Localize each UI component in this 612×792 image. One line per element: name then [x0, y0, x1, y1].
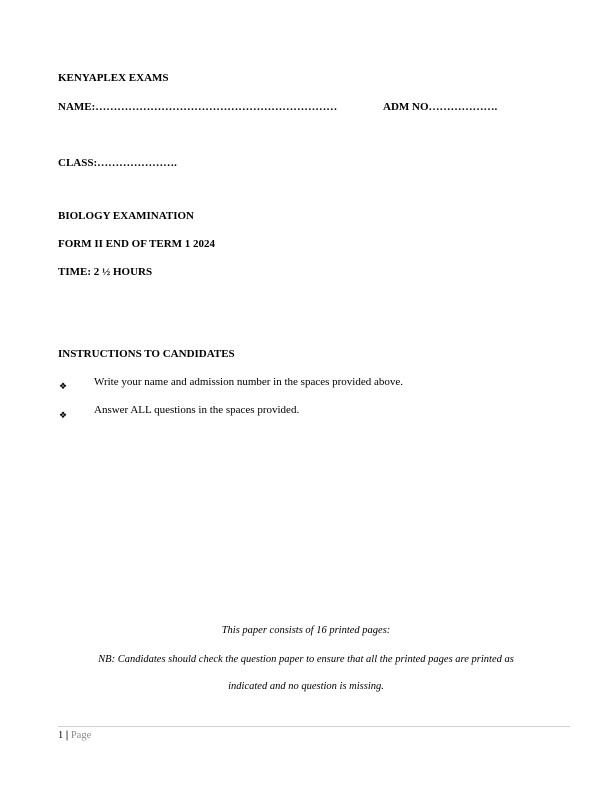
instruction-text: Answer ALL questions in the spaces provided.	[94, 404, 300, 416]
class-field-line: CLASS:………………….	[58, 157, 177, 169]
instructions-heading: INSTRUCTIONS TO CANDIDATES	[58, 348, 235, 360]
adm-no-field-line: ADM NO……………….	[383, 101, 498, 113]
nb-note-line-1: NB: Candidates should check the question paper to ensure that all the printed pages are printed as	[98, 654, 514, 665]
bullet-diamond-icon: ❖	[59, 410, 68, 420]
page-footer	[58, 730, 91, 741]
institution-title: KENYAPLEX EXAMS	[58, 72, 169, 84]
instruction-text: Write your name and admission number in the spaces provided above.	[94, 376, 403, 388]
exam-form-term: FORM II END OF TERM 1 2024	[58, 238, 216, 250]
exam-time: TIME: 2 ½ HOURS	[58, 266, 153, 278]
name-field-line: NAME:…………………………………………………………	[58, 101, 338, 113]
bullet-diamond-icon: ❖	[59, 381, 68, 391]
page-number: 1	[58, 730, 64, 741]
page-count-note: This paper consists of 16 printed pages:	[221, 625, 391, 636]
exam-subject: BIOLOGY EXAMINATION	[58, 210, 194, 222]
page-label: Page	[70, 730, 92, 741]
footer-separator: |	[65, 730, 69, 741]
nb-note-line-2: indicated and no question is missing.	[228, 681, 384, 692]
footer-divider	[58, 726, 570, 727]
